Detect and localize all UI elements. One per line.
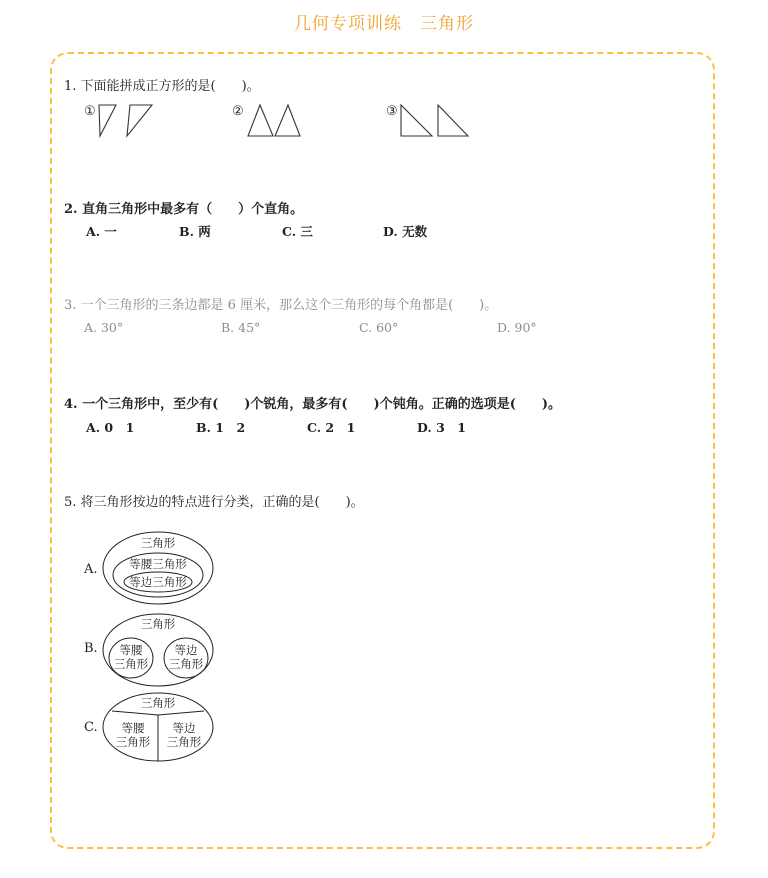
- page-title: [0, 9, 768, 34]
- title-main: 几何专项训练: [294, 14, 402, 34]
- question-4-stem: 4. 一个三角形中，至少有( )个锐角，最多有( )个钝角。正确的选项是( )。: [64, 397, 562, 412]
- question-2-stem: 2. 直角三角形中最多有（ ）个直角。: [64, 202, 304, 217]
- diagram-b-left-label-2: 三角形: [113, 657, 149, 671]
- q5-option-a-label: A.: [84, 562, 98, 577]
- diagram-c-top-label: 三角形: [140, 696, 176, 710]
- q2-option-b: B. 两: [179, 224, 211, 239]
- diagram-c-right-label-2: 三角形: [166, 735, 202, 749]
- diagram-b-right-label-1: 等边: [174, 643, 198, 657]
- q1-fig3-triangle-a: [401, 105, 432, 136]
- q1-mark-3: ③: [386, 104, 398, 119]
- diagram-b-outer-label: 三角形: [140, 617, 176, 631]
- q1-figure-3: [398, 103, 472, 138]
- q2-option-d: D. 无数: [383, 224, 428, 239]
- q2-option-c: C. 三: [282, 224, 313, 239]
- q5-option-b-label: B.: [84, 641, 98, 656]
- q3-option-d: D. 90°: [497, 320, 537, 335]
- diagram-a-middle-label: 等腰三角形: [129, 557, 187, 571]
- q1-fig2-triangle-a: [248, 105, 273, 136]
- diagram-c-left-label-1: 等腰: [121, 721, 145, 735]
- q4-option-d: D. 3 1: [417, 420, 466, 435]
- diagram-a-outer-label: 三角形: [140, 536, 176, 550]
- q3-option-b: B. 45°: [221, 320, 261, 335]
- diagram-b-right-label-2: 三角形: [168, 657, 204, 671]
- q1-mark-1: ①: [84, 104, 96, 119]
- q1-figure-2: [246, 103, 304, 138]
- diagram-c-right-divider: [158, 711, 204, 715]
- diagram-b-left-label-1: 等腰: [119, 643, 143, 657]
- q3-option-c: C. 60°: [359, 320, 399, 335]
- q5-option-c-label: C.: [84, 720, 98, 735]
- q1-fig1-triangle-a: [99, 105, 116, 136]
- q4-option-c: C. 2 1: [307, 420, 356, 435]
- q1-fig3-triangle-b: [438, 105, 468, 136]
- q2-option-a: A. 一: [86, 224, 117, 239]
- diagram-c-right-label-1: 等边: [172, 721, 196, 735]
- diagram-c-left-label-2: 三角形: [115, 735, 151, 749]
- question-3-stem: 3. 一个三角形的三条边都是 6 厘米，那么这个三角形的每个角都是( )。: [64, 298, 498, 313]
- q1-fig1-triangle-b: [127, 105, 152, 136]
- q5-diagram-c: [102, 691, 217, 763]
- q4-option-b: B. 1 2: [196, 420, 246, 435]
- diagram-c-left-divider: [112, 711, 158, 715]
- q5-diagram-b: [102, 612, 217, 688]
- q5-diagram-a: [102, 530, 217, 606]
- q1-fig2-triangle-b: [275, 105, 300, 136]
- question-5-stem: 5. 将三角形按边的特点进行分类，正确的是( )。: [64, 495, 364, 510]
- q4-option-a: A. 0 1: [86, 420, 135, 435]
- question-1-stem: 1. 下面能拼成正方形的是( )。: [64, 79, 260, 94]
- q3-option-a: A. 30°: [84, 320, 124, 335]
- q1-figure-1: [97, 103, 157, 138]
- q1-mark-2: ②: [232, 104, 244, 119]
- diagram-a-inner-label: 等边三角形: [129, 575, 187, 589]
- title-sub: 三角形: [420, 14, 474, 34]
